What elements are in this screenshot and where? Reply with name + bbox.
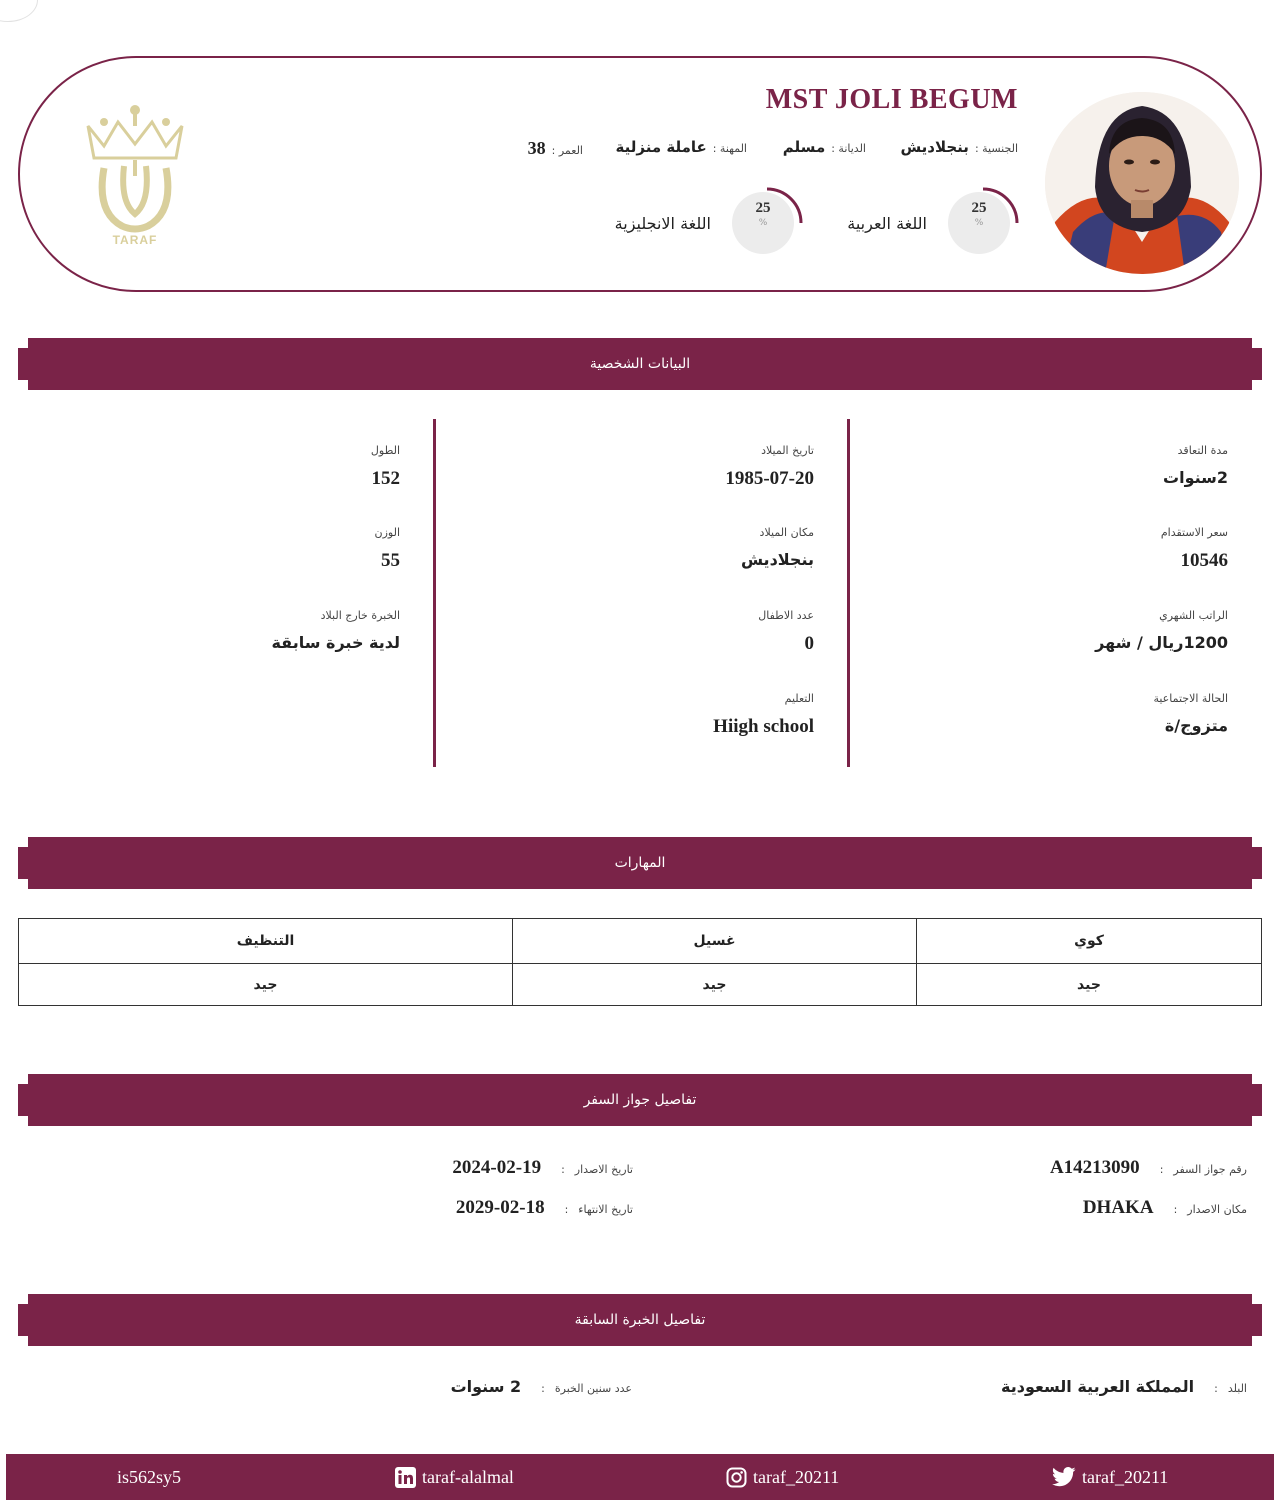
height-label: الطول: [370, 444, 400, 457]
education-label: التعليم: [784, 692, 814, 705]
passport-issue-date-label: تاريخ الاصدار: [574, 1163, 633, 1176]
experience-country-label: البلد: [1227, 1382, 1247, 1395]
twitter-handle: taraf_20211: [1082, 1466, 1169, 1487]
arabic-language-label: اللغة العربية: [847, 214, 927, 233]
monthly-salary-label: الراتب الشهري: [1159, 609, 1228, 622]
passport-expiry-date-label: تاريخ الانتهاء: [578, 1203, 633, 1216]
birth-place-value: بنجلاديش: [740, 550, 814, 569]
birth-place-label: مكان الميلاد: [759, 526, 814, 539]
arabic-gauge-value: 25: [971, 200, 987, 216]
experience-years-row: عدد سنين الخبرة : 2 سنوات: [450, 1377, 632, 1396]
linkedin-link[interactable]: [395, 1454, 514, 1500]
passport-issue-place-value: DHAKA: [1082, 1197, 1154, 1218]
age-info: [528, 138, 583, 162]
age-value: 38: [527, 138, 546, 158]
weight-value: 55: [381, 550, 400, 571]
footer-bar: [6, 1454, 1274, 1500]
passport-issue-date-value: 2024-02-19: [452, 1157, 542, 1178]
nationality-label: الجنسية :: [974, 142, 1018, 155]
profession-info: [616, 138, 747, 162]
skills-header-row: [19, 919, 1262, 964]
candidate-name: MST JOLI BEGUM: [765, 84, 1018, 115]
skill-level-washing: جيد: [513, 964, 917, 1006]
experience-abroad-field: [271, 609, 400, 652]
passport-title: تفاصيل جواز السفر: [583, 1092, 697, 1108]
experience-abroad-label: الخبرة خارج البلاد: [320, 609, 400, 622]
passport-issue-date-row: تاريخ الاصدار : 2024-02-19: [452, 1157, 633, 1178]
marital-status-label: الحالة الاجتماعية: [1153, 692, 1228, 705]
arabic-language-gauge: [948, 186, 1024, 262]
children-label: عدد الاطفال: [758, 609, 814, 622]
children-value: 0: [804, 633, 814, 654]
skills-table: [18, 918, 1262, 1006]
skills-level-row: [19, 964, 1262, 1006]
passport-number-value: A14213090: [1049, 1157, 1140, 1178]
linkedin-icon: [395, 1467, 416, 1488]
skills-title: المهارات: [614, 855, 666, 871]
experience-abroad-value: لدية خبرة سابقة: [271, 633, 400, 652]
arabic-gauge-unit: %: [974, 218, 984, 228]
children-field: [758, 609, 814, 655]
monthly-salary-value: 1200ريال / شهر: [1095, 633, 1228, 652]
profession-value: عاملة منزلية: [615, 138, 707, 156]
nationality-value: بنجلاديش: [900, 138, 969, 156]
skill-level-cleaning: جيد: [19, 964, 513, 1006]
marital-status-value: متزوج/ة: [1164, 716, 1228, 735]
recruitment-price-label: سعر الاستقدام: [1160, 526, 1228, 539]
skill-level-ironing: جيد: [917, 964, 1262, 1006]
skill-header-ironing: كوي: [917, 919, 1262, 964]
contract-duration-label: مدة التعاقد: [1177, 444, 1228, 457]
birth-date-label: تاريخ الميلاد: [761, 444, 814, 457]
experience-country-value: المملكة العربية السعودية: [1001, 1377, 1195, 1396]
experience-title: تفاصيل الخبرة السابقة: [574, 1312, 706, 1328]
profession-label: المهنة :: [712, 142, 747, 155]
passport-expiry-date-value: 2029-02-18: [455, 1197, 545, 1218]
personal-data-title: البيانات الشخصية: [589, 356, 691, 372]
height-field: [371, 444, 400, 490]
experience-years-value: 2 سنوات: [450, 1377, 522, 1396]
birth-date-field: [725, 444, 814, 490]
instagram-link[interactable]: [726, 1454, 839, 1500]
religion-value: مسلم: [782, 138, 826, 156]
passport-number-label: رقم جواز السفر: [1173, 1163, 1247, 1176]
passport-issue-place-row: مكان الاصدار : DHAKA: [1082, 1197, 1247, 1218]
column-divider: [433, 419, 436, 767]
education-value: Hiigh school: [713, 716, 814, 737]
english-gauge-value: 25: [755, 200, 771, 216]
birth-date-value: 1985-07-20: [725, 468, 814, 489]
skills-banner: [18, 837, 1262, 889]
instagram-handle: taraf_20211: [753, 1466, 840, 1487]
twitter-link[interactable]: [1052, 1454, 1168, 1500]
nationality-info: [900, 138, 1018, 162]
passport-number-row: رقم جواز السفر : A14213090: [1049, 1157, 1247, 1178]
taraf-logo: [82, 102, 188, 248]
logo-text: TARAF: [112, 233, 158, 247]
footer-code: [117, 1454, 181, 1500]
skill-header-cleaning: التنظيف: [19, 919, 513, 964]
linkedin-handle: taraf-alalmal: [422, 1466, 514, 1487]
instagram-icon: [726, 1467, 747, 1488]
experience-banner: [18, 1294, 1262, 1346]
passport-banner: [18, 1074, 1262, 1126]
religion-label: الديانة :: [831, 142, 866, 155]
weight-label: الوزن: [374, 526, 400, 539]
height-value: 152: [371, 468, 400, 489]
personal-data-banner: [18, 338, 1262, 390]
marital-status-field: [1153, 692, 1228, 735]
passport-expiry-date-row: تاريخ الانتهاء : 2029-02-18: [455, 1197, 633, 1218]
footer-code-text: is562sy5: [117, 1466, 182, 1487]
age-label: العمر :: [551, 144, 583, 157]
twitter-icon: [1052, 1467, 1076, 1487]
recruitment-price-value: 10546: [1180, 550, 1228, 571]
corner-decoration: [0, 0, 38, 22]
contract-duration-field: [1163, 444, 1228, 487]
english-gauge-unit: %: [758, 218, 768, 228]
column-divider: [847, 419, 850, 767]
passport-issue-place-label: مكان الاصدار: [1187, 1203, 1247, 1216]
education-field: [713, 692, 814, 738]
english-language-gauge: [732, 186, 808, 262]
profile-photo: [1045, 92, 1239, 274]
religion-info: [783, 138, 866, 162]
monthly-salary-field: [1095, 609, 1228, 652]
experience-years-label: عدد سنين الخبرة: [554, 1382, 632, 1395]
recruitment-price-field: [1161, 526, 1228, 572]
weight-field: [375, 526, 400, 572]
skill-header-washing: غسيل: [513, 919, 917, 964]
birth-place-field: [741, 526, 814, 569]
experience-country-row: البلد : المملكة العربية السعودية: [1001, 1377, 1247, 1396]
contract-duration-value: 2سنوات: [1163, 468, 1228, 487]
english-language-label: اللغة الانجليزية: [614, 214, 711, 233]
